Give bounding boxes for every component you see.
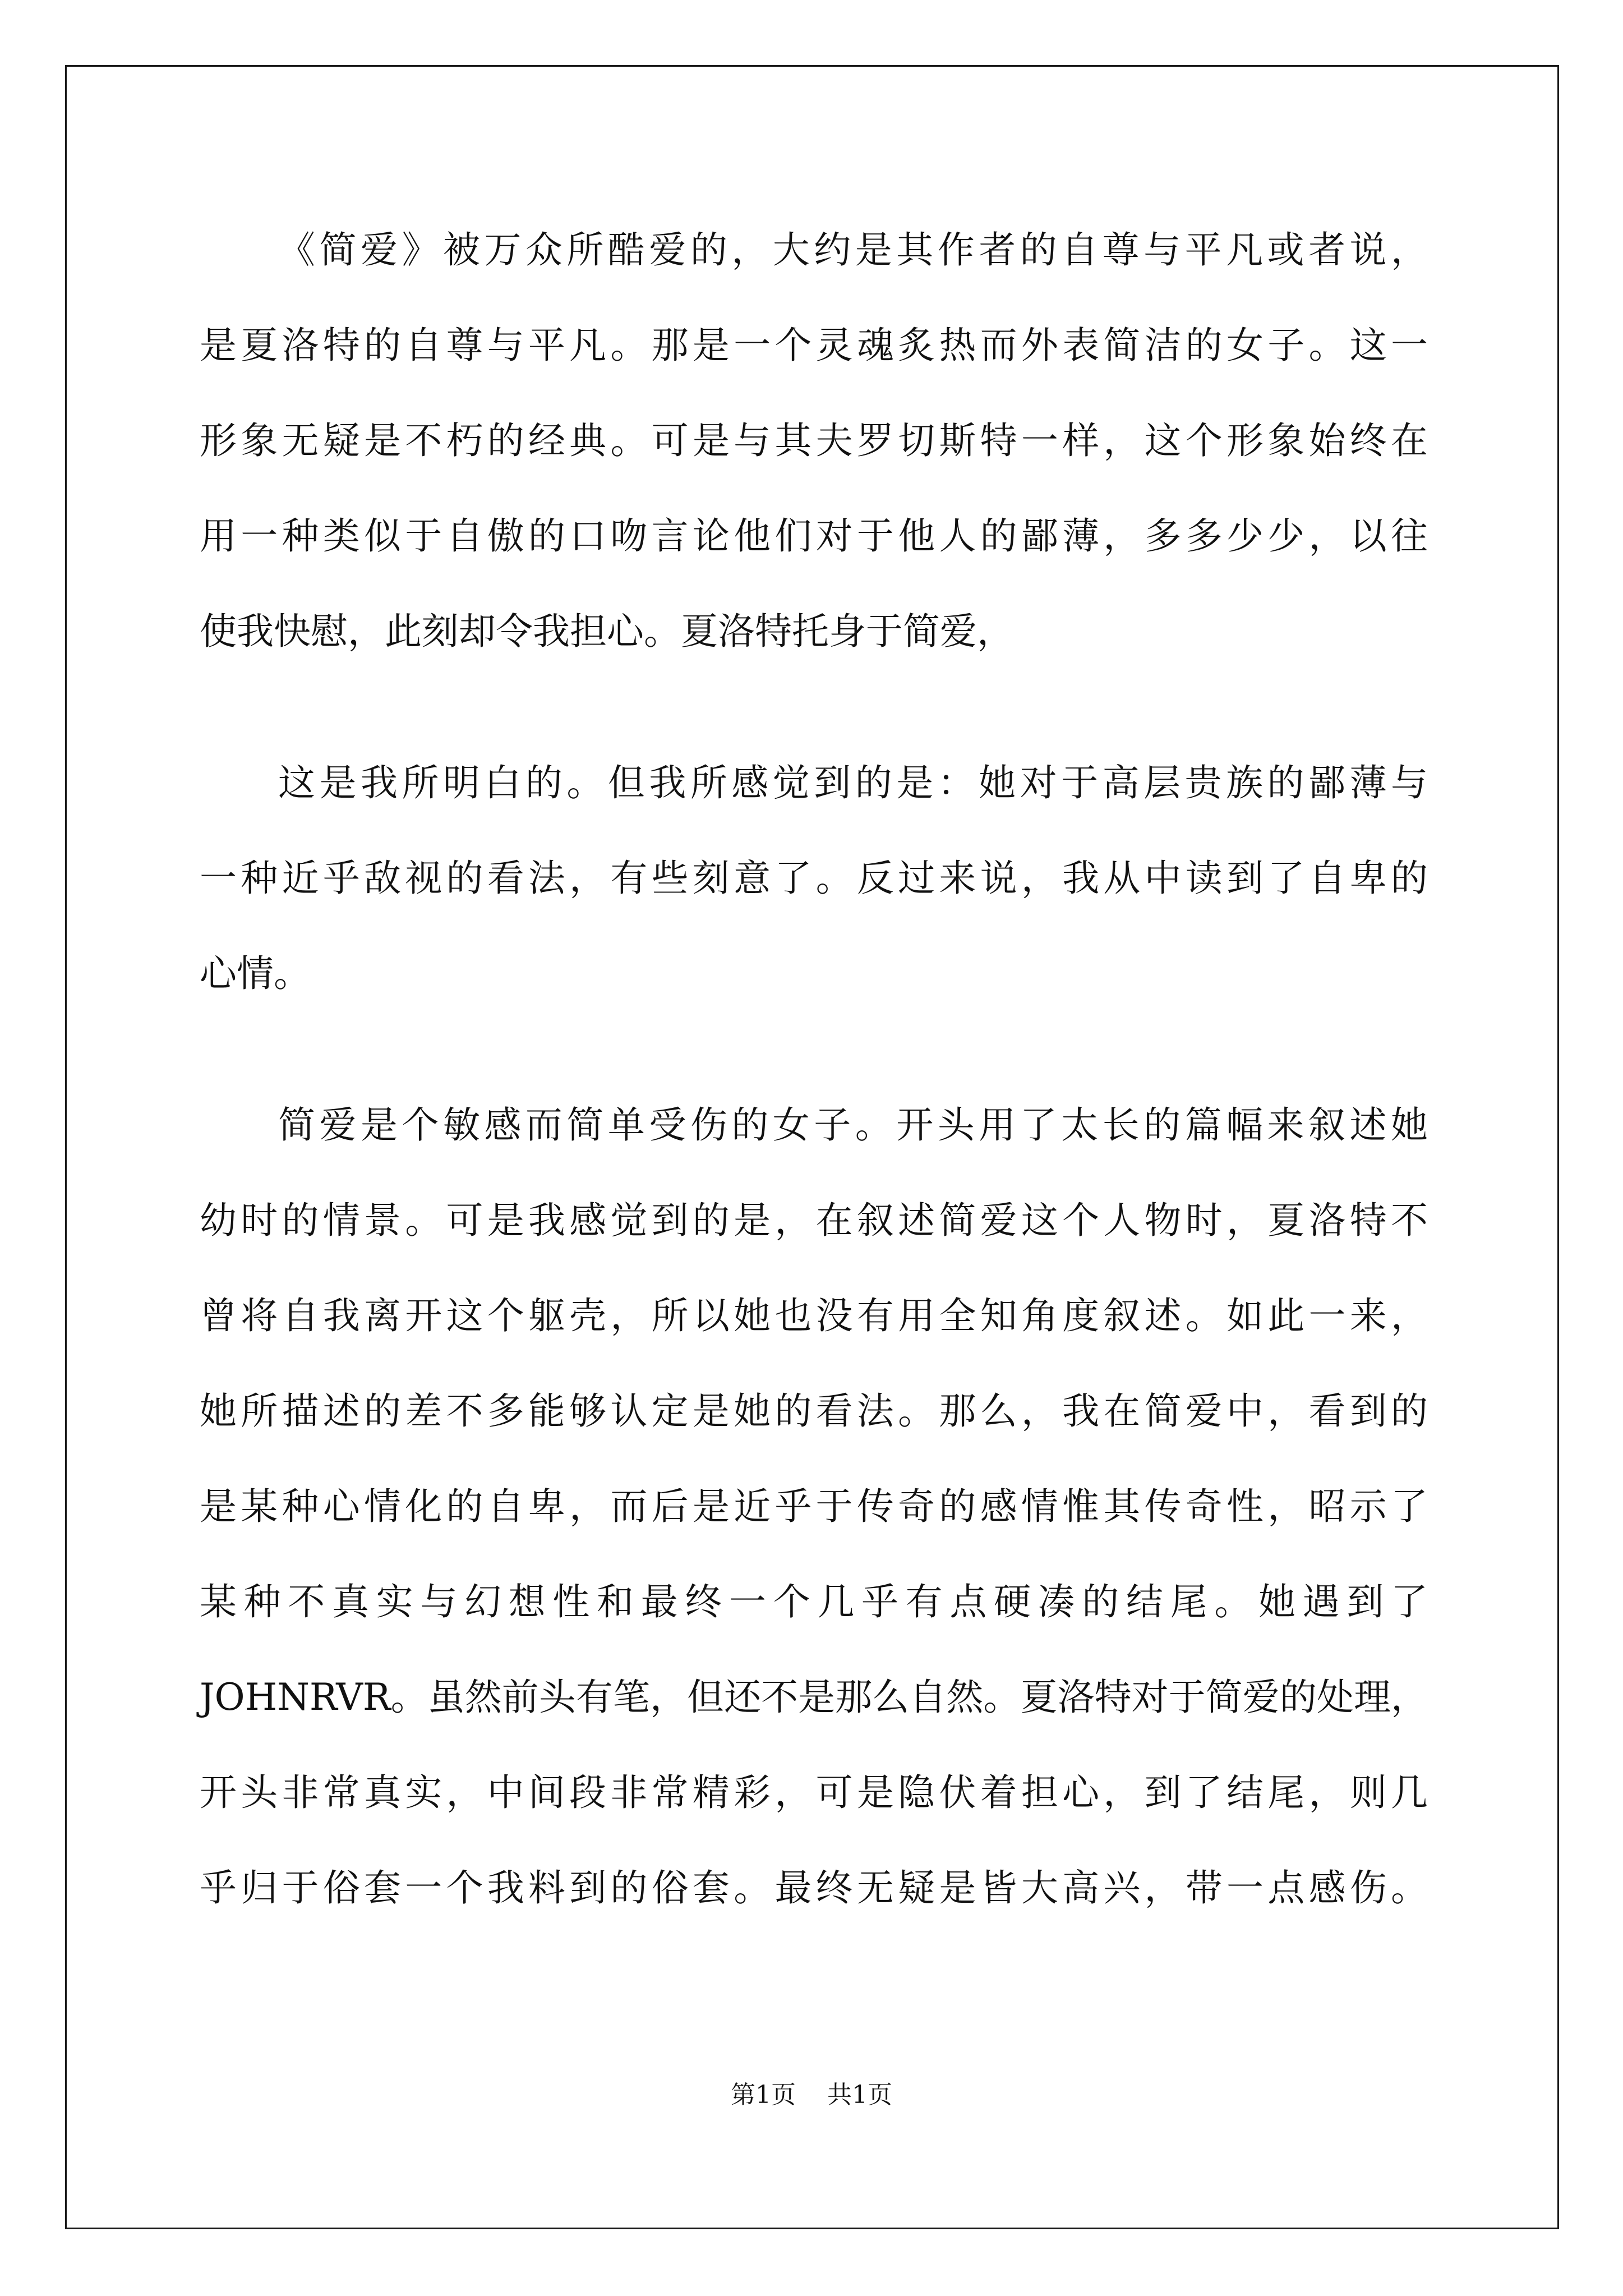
paragraph-1-line-3: 形象无疑是不朽的经典。可是与其夫罗切斯特一样，这个形象始终在 xyxy=(200,419,1428,462)
paragraph-3-line-3: 曾将自我离开这个躯壳，所以她也没有用全知角度叙述。如此一来， xyxy=(200,1294,1428,1337)
paragraph-3-line-7: JOHNRVR。虽然前头有笔，但还不是那么自然。夏洛特对于简爱的处理， xyxy=(200,1676,1428,1719)
paragraph-2-line-2: 一种近乎敌视的看法，有些刻意了。反过来说，我从中读到了自卑的 xyxy=(200,857,1428,900)
paragraph-2-line-1: 这是我所明白的。但我所感觉到的是：她对于高层贵族的鄙薄与 xyxy=(278,761,1428,804)
paragraph-1-line-2: 是夏洛特的自尊与平凡。那是一个灵魂炙热而外表简洁的女子。这一 xyxy=(200,324,1428,367)
paragraph-3-line-8: 开头非常真实，中间段非常精彩，可是隐伏着担心，到了结尾，则几 xyxy=(200,1771,1428,1814)
paragraph-2-line-3: 心情。 xyxy=(200,952,311,995)
paragraph-3-line-2: 幼时的情景。可是我感觉到的是，在叙述简爱这个人物时，夏洛特不 xyxy=(200,1199,1428,1242)
paragraph-1-line-1: 《简爱》被万众所酷爱的，大约是其作者的自尊与平凡或者说， xyxy=(278,228,1428,272)
paragraph-3-line-9: 乎归于俗套一个我料到的俗套。最终无疑是皆大高兴，带一点感伤。 xyxy=(200,1866,1428,1910)
page-number: 第1页 xyxy=(731,2081,796,2109)
paragraph-3-line-4: 她所描述的差不多能够认定是她的看法。那么，我在简爱中，看到的 xyxy=(200,1389,1428,1433)
page-total: 共1页 xyxy=(827,2081,892,2109)
paragraph-1-line-4: 用一种类似于自傲的口吻言论他们对于他人的鄙薄，多多少少，以往 xyxy=(200,514,1428,558)
paragraph-3-line-5: 是某种心情化的自卑，而后是近乎于传奇的感情惟其传奇性，昭示了 xyxy=(200,1485,1428,1528)
paragraph-3-line-6: 某种不真实与幻想性和最终一个几乎有点硬凑的结尾。她遇到了 xyxy=(200,1580,1428,1623)
paragraph-3-line-1: 简爱是个敏感而简单受伤的女子。开头用了太长的篇幅来叙述她 xyxy=(278,1103,1428,1147)
page-footer xyxy=(0,2078,1623,2112)
paragraph-1-line-5: 使我快慰，此刻却令我担心。夏洛特托身于简爱， xyxy=(200,610,1014,653)
